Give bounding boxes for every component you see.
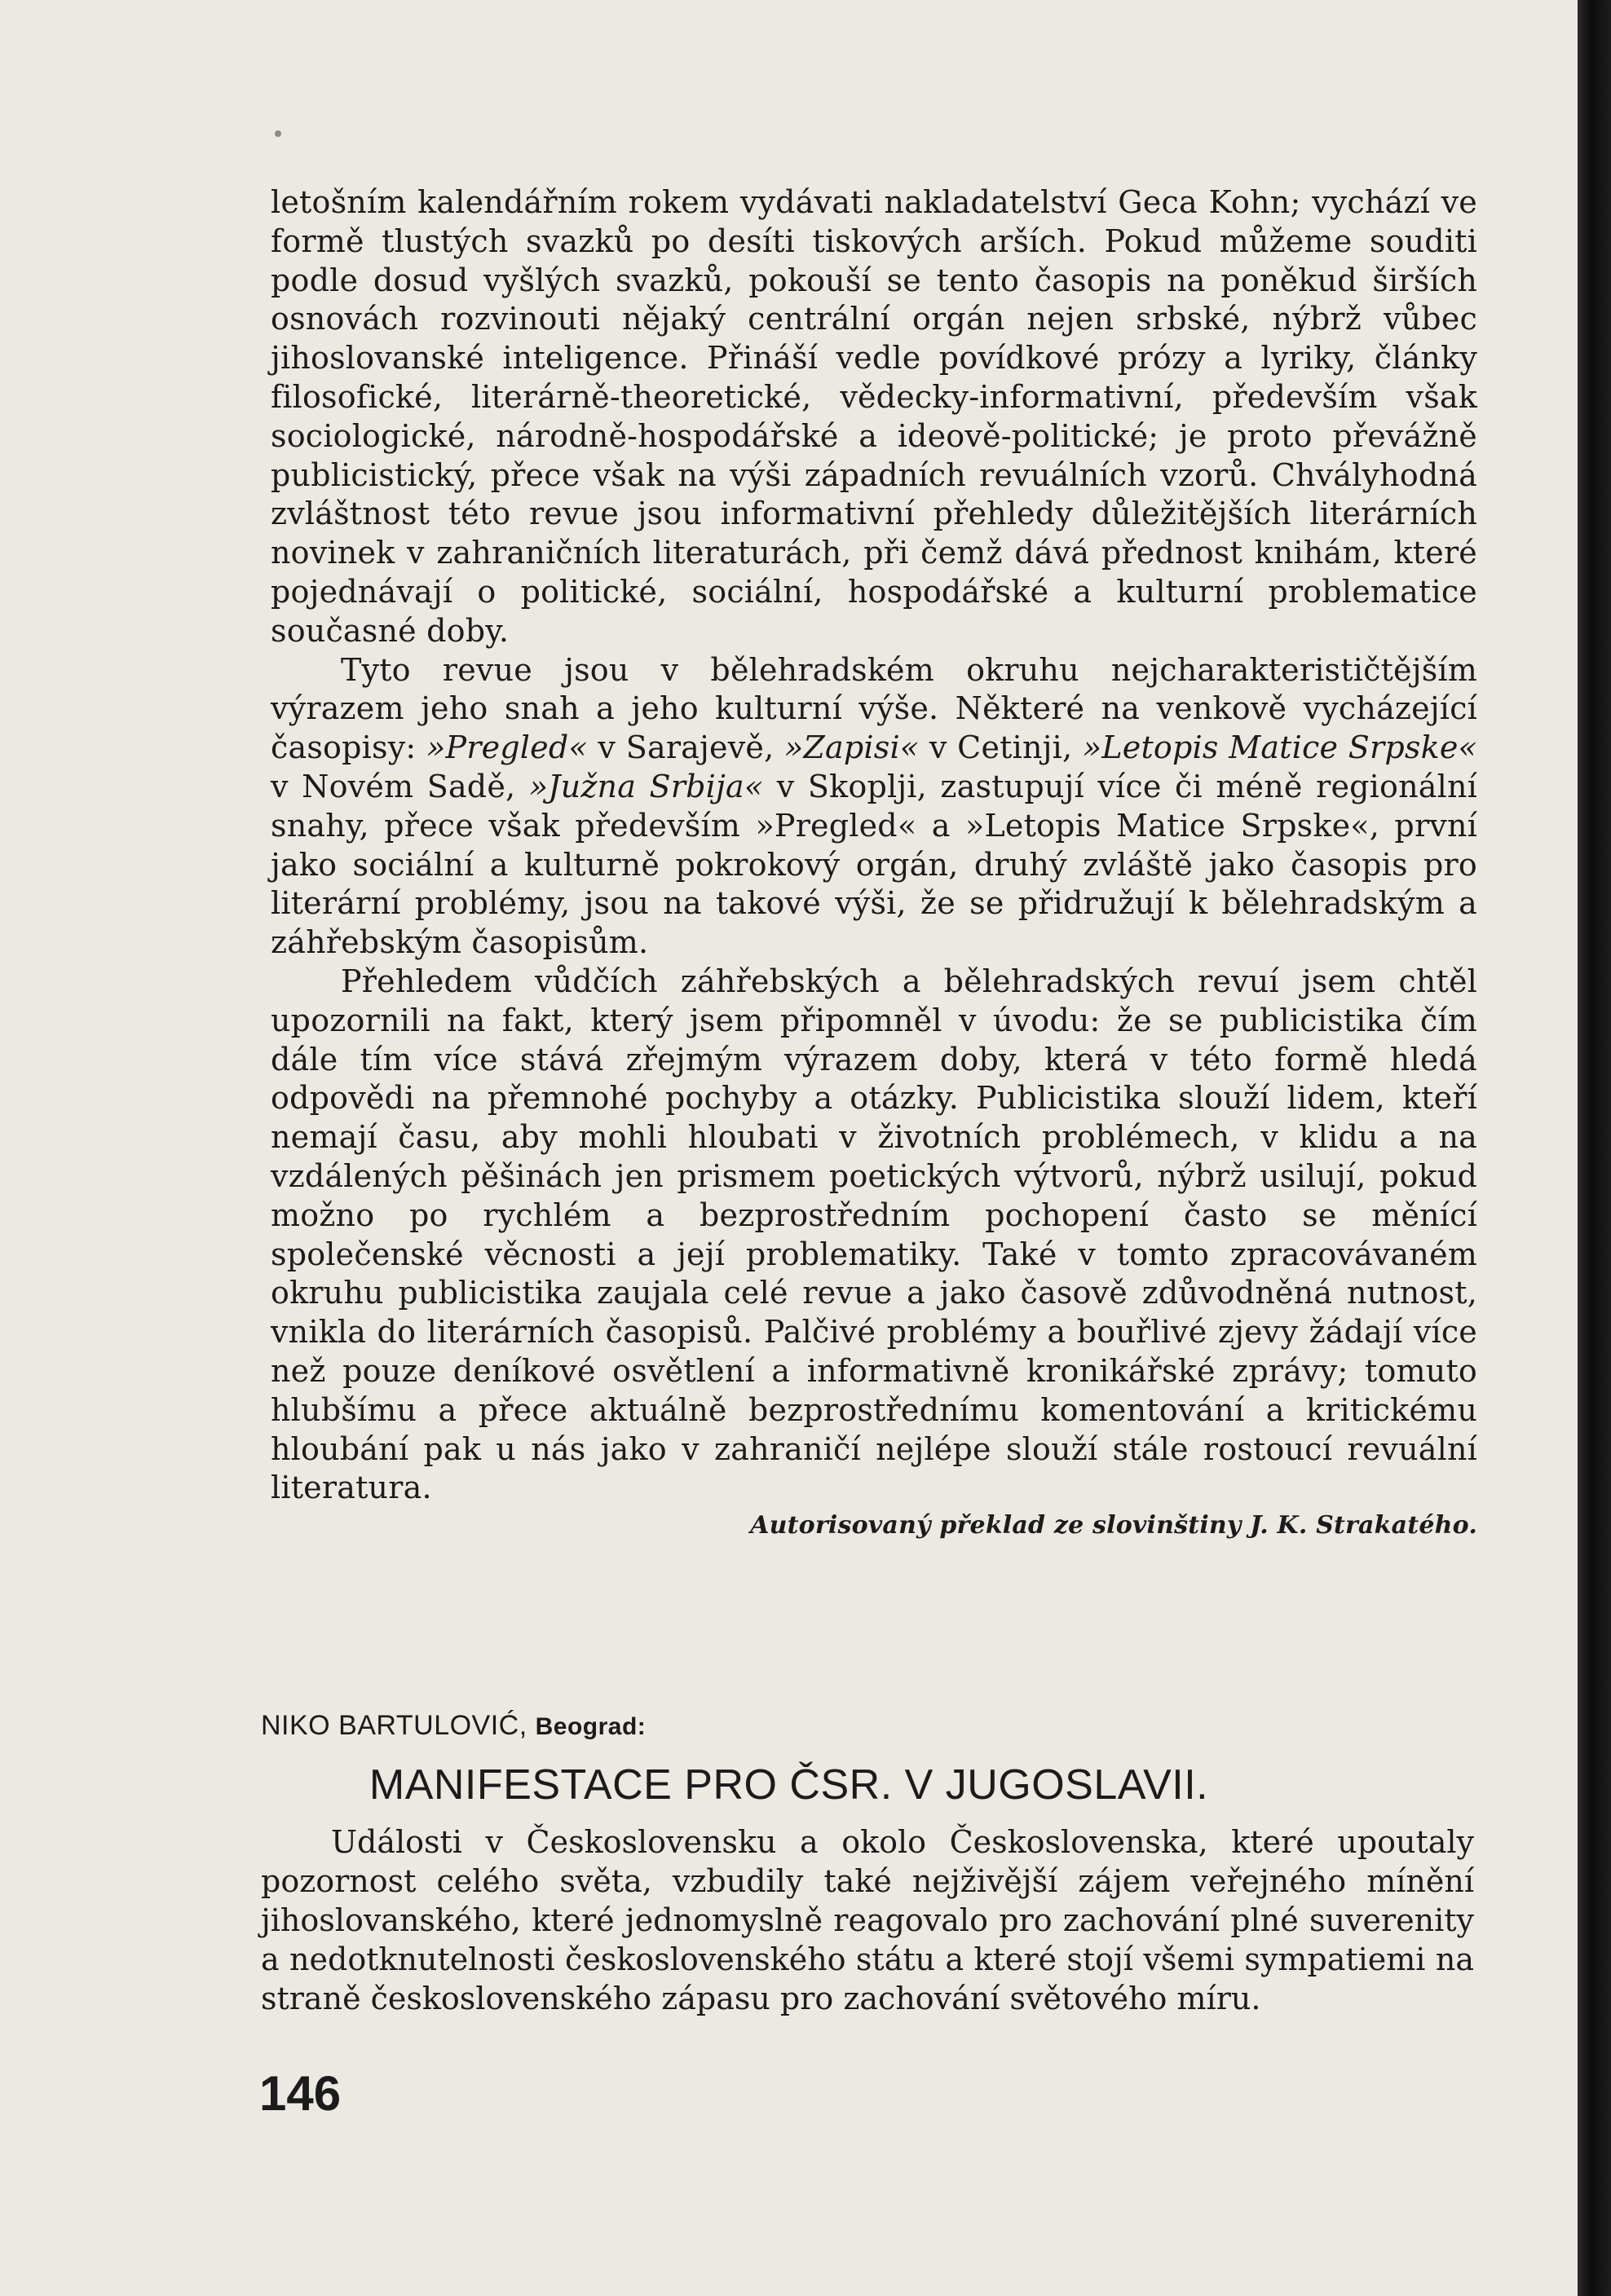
journal-name-zapisi: »Zapisi«	[783, 729, 920, 766]
book-binding-edge	[1578, 0, 1611, 2296]
journal-name-letopis: »Letopis Matice Srpske«	[1082, 729, 1477, 766]
body-text-section	[271, 183, 1477, 1544]
article-paragraph-1: Události v Československu a okolo Československa, které upoutaly pozornost celého světa, vzbudily také nejživější zájem veřejného mínění jihoslovanského, které jednomyslně reagovalo pro zachování plné suverenity a nedotknutelnosti československého státu a které stojí všemi sympatiemi na straně československého zápasu pro zachování světového míru.	[261, 1824, 1474, 2016]
journal-name-juzna-srbija: »Južna Srbija«	[528, 768, 764, 804]
article-title: MANIFESTACE PRO ČSR. V JUGOSLAVII.	[369, 1761, 1209, 1809]
author-name: NIKO BARTULOVIĆ,	[261, 1710, 527, 1741]
article-body	[261, 1822, 1474, 2018]
author-city: Beograd:	[535, 1713, 647, 1740]
paragraph-2: Tyto revue jsou v bělehradském okruhu nejcharakterističtějším výrazem jeho snah a jeho kulturní výše. Některé na venkově vycházející časopisy: »Pregled« v Sarajevě, »Zapisi« v Cetinji, »Letopis Matice Srpske« v Novém Sadě, »Južna Srbija« v Skoplji, zastupují více či méně regionální snahy, přece však především »Pregled« a »Letopis Matice Srpske«, první jako sociální a kulturně pokrokový orgán, druhý zvláště jako časopis pro literární problémy, jsou na takové výši, že se přidružují k bělehradským a záhřebským časopisům.	[271, 651, 1477, 961]
ink-dot	[275, 130, 281, 137]
page-number: 146	[259, 2066, 342, 2121]
journal-name-pregled: »Pregled«	[426, 729, 588, 766]
article-author	[261, 1710, 646, 1742]
paragraph-3: Přehledem vůdčích záhřebských a bělehradských revuí jsem chtěl upozornili na fakt, který jsem připomněl v úvodu: že se publicistika čím dále tím více stává zřejmým výrazem doby, která v této formě hledá odpovědi na přemnohé pochyby a otázky. Publicistika slouží lidem, kteří nemají času, aby mohli hloubati v životních problémech, v klidu a na vzdálených pěšinách jen prismem poetických výtvorů, nýbrž usilují, pokud možno po rychlém a bezprostředním pochopení často se měnící společenské věcnosti a její problematiky. Také v tomto zpracovávaném okruhu publicistika zaujala celé revue a jako časově zdůvodněná nutnost, vnikla do literárních časopisů. Palčivé problémy a bouřlivé zjevy žádají více než pouze deníkové osvětlení a informativně kronikářské zprávy; tomuto hlubšímu a přece aktuálně bezprostřednímu komentování a kritickému hloubání pak u nás jako v zahraničí nejlépe slouží stále rostoucí revuální literatura.	[271, 963, 1477, 1506]
paragraph-1: letošním kalendářním rokem vydávati nakladatelství Geca Kohn; vychází ve formě tlustých svazků po desíti tiskových arších. Pokud můžeme souditi podle dosud vyšlých svazků, pokouší se tento časopis na poněkud širších osnovách rozvinouti nějaký centrální orgán nejen srbské, nýbrž vůbec jihoslovanské inteligence. Přináší vedle povídkové prózy a lyriky, články filosofické, literárně-theoretické, vědecky-informativní, především však sociologické, národně-hospodářské a ideově-politické; je proto převážně publicistický, přece však na výši západních revuálních vzorů. Chvályhodná zvláštnost této revue jsou informativní přehledy důležitějších literárních novinek v zahraničních literaturách, při čemž dává přednost knihám, které pojednávají o politické, sociální, hospodářské a kulturní problematice současné doby.	[271, 184, 1477, 649]
translation-credit: Autorisovaný překlad ze slovinštiny J. K. Strakatého.	[750, 1511, 1477, 1540]
